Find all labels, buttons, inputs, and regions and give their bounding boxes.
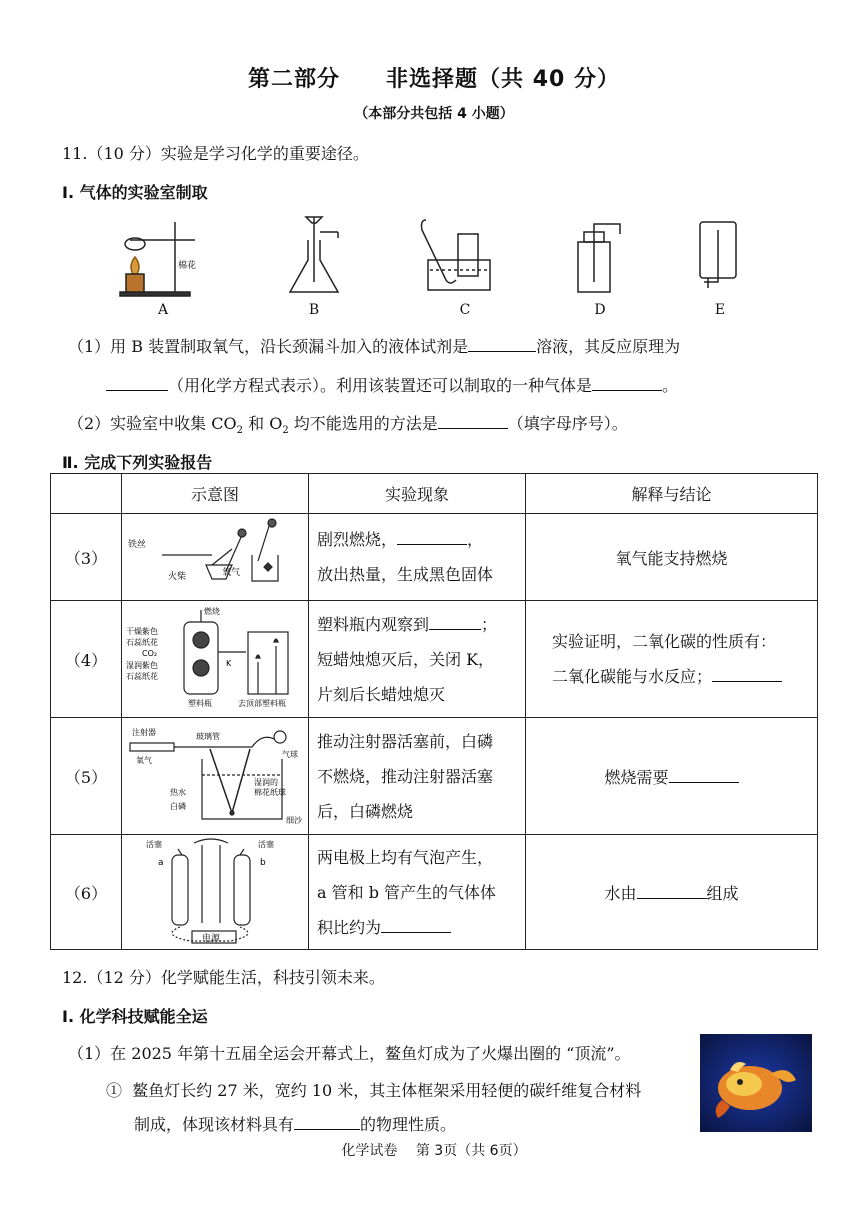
electrolysis-diagram [122, 835, 308, 945]
q12-1-sub1-line2: 制成，体现该材料具有 的物理性质。 [134, 1115, 457, 1134]
answer-blank[interactable] [438, 414, 508, 429]
diagram-cell [122, 718, 309, 835]
diagram-label: 氧气 [222, 568, 241, 578]
answer-blank[interactable] [592, 376, 662, 391]
conclusion-cell: 实验证明，二氧化碳的性质有： 二氧化碳能与水反应； [526, 601, 818, 718]
diagram-label: 细沙 [286, 816, 302, 825]
q11-1-line1: （1）用 B 装置制取氧气，沿长颈漏斗加入的液体试剂是 溶液，其反应原理为 [68, 337, 681, 356]
apparatus-c [422, 220, 491, 290]
diagram-label: 气球 [282, 750, 298, 759]
diagram-label: 棉花纸球 [254, 788, 286, 797]
diagram-label: 注射器 [132, 728, 156, 737]
table-header-row [51, 474, 818, 514]
q11-stem: 11.（10 分）实验是学习化学的重要途径。 [62, 144, 369, 163]
answer-blank[interactable] [397, 530, 467, 545]
answer-blank[interactable] [712, 667, 782, 682]
diagram-cell [122, 514, 309, 601]
apparatus-e [700, 222, 736, 288]
diagram-label: 去顶部塑料瓶 [238, 699, 286, 708]
answer-blank[interactable] [294, 1115, 360, 1130]
experiment-report-table [50, 473, 818, 950]
row-number: （6） [51, 835, 122, 950]
diagram-label: 活塞 [146, 840, 162, 849]
q11-2-line: （2）实验室中收集 $CO_2$ 和 $O_2$ 均不能选用的方法是 （填字母序号）。 [68, 414, 628, 437]
diagram-label: 氧气 [136, 756, 152, 765]
q11-part1-heading: Ⅰ. 气体的实验室制取 [62, 183, 208, 202]
phenomenon-cell: 推动注射器活塞前，白磷 不燃烧，推动注射器活塞 后，白磷燃烧 [309, 718, 526, 835]
table-header-cell: 实验现象 [309, 474, 526, 514]
table-row [51, 601, 818, 718]
conclusion-cell: 燃烧需要 [526, 718, 818, 835]
table-row [51, 514, 818, 601]
q12-1-sub1-line1: ① 鳌鱼灯长约 27 米，宽约 10 米，其主体框架采用轻便的碳纤维复合材料 [106, 1081, 642, 1100]
diagram-label: 湿润紫色 [126, 661, 158, 670]
diagram-label: 石蕊纸花 [126, 672, 158, 681]
section-title: 第二部分 非选择题（共 40 分） [248, 67, 620, 92]
diagram-label: 白磷 [170, 802, 186, 811]
row-number: （3） [51, 514, 122, 601]
answer-blank[interactable] [106, 376, 168, 391]
apparatus-label-b: B [308, 302, 320, 318]
table-header-cell [51, 474, 122, 514]
diagram-label: 玻璃管 [196, 732, 220, 741]
table-header-cell: 示意图 [122, 474, 309, 514]
answer-blank[interactable] [637, 884, 707, 899]
apparatus-label-d: D [594, 302, 606, 318]
apparatus-d [578, 224, 620, 292]
diagram-label: CO₂ [142, 649, 158, 658]
diagram-label: 湿润的 [254, 778, 278, 787]
answer-blank[interactable] [468, 337, 536, 352]
table-header-cell: 解释与结论 [526, 474, 818, 514]
page-footer: 化学试卷 第 3页（共 6页） [341, 1143, 527, 1159]
apparatus-b [290, 217, 338, 292]
apparatus-figure [110, 212, 760, 307]
circled-number: ① [106, 1081, 123, 1100]
phenomenon-cell: 塑料瓶内观察到 ； 短蜡烛熄灭后，关闭 K， 片刻后长蜡烛熄灭 [309, 601, 526, 718]
diagram-label: 铁丝 [128, 540, 147, 550]
diagram-label: a [158, 858, 164, 868]
diagram-label: 活塞 [258, 840, 274, 849]
q12-1-line: （1）在 2025 年第十五届全运会开幕式上，鳌鱼灯成为了火爆出圈的 “顶流”。 [68, 1044, 631, 1063]
diagram-cell [122, 835, 309, 950]
diagram-label: 电源 [202, 934, 221, 944]
diagram-label: 火柴 [168, 572, 187, 582]
conclusion-cell: 氧气能支持燃烧 [526, 514, 818, 601]
apparatus-label-a: A [157, 302, 169, 318]
phenomenon-cell: 两电极上均有气泡产生， a 管和 b 管产生的气体体 积比约为 [309, 835, 526, 950]
cotton-label: 棉花 [178, 261, 197, 271]
q11-1-line2: （用化学方程式表示）。利用该装置还可以制取的一种气体是 。 [106, 373, 678, 396]
row-number: （4） [51, 601, 122, 718]
apparatus-a [120, 222, 195, 296]
diagram-cell [122, 601, 309, 718]
diagram-label: 干燥紫色 [126, 627, 158, 636]
answer-blank[interactable] [669, 768, 739, 783]
section-subtitle: （本部分共包括 4 小题） [354, 106, 514, 122]
q12-part1-heading: Ⅰ. 化学科技赋能全运 [62, 1007, 208, 1026]
diagram-label: 燃烧 [204, 607, 220, 616]
table-row [51, 718, 818, 835]
diagram-label: K [226, 659, 232, 668]
apparatus-label-c: C [459, 302, 471, 318]
answer-blank[interactable] [429, 615, 481, 630]
phosphorus-diagram [122, 719, 308, 829]
diagram-label: 热水 [170, 788, 186, 797]
q11-part2-heading: Ⅱ. 完成下列实验报告 [62, 453, 213, 472]
table-row [51, 835, 818, 950]
conclusion-cell: 水由 组成 [526, 835, 818, 950]
q12-stem: 12.（12 分）化学赋能生活，科技引领未来。 [62, 968, 385, 987]
dragon-lantern-photo [700, 1034, 812, 1132]
answer-blank[interactable] [381, 918, 451, 933]
co2-diagram [122, 602, 308, 712]
diagram-label: b [260, 858, 266, 868]
iron-burning-diagram [122, 515, 308, 595]
phenomenon-cell: 剧烈燃烧， ， 放出热量，生成黑色固体 [309, 514, 526, 601]
diagram-label: 石蕊纸花 [126, 638, 158, 647]
diagram-label: 塑料瓶 [188, 699, 212, 708]
apparatus-label-e: E [714, 302, 726, 318]
row-number: （5） [51, 718, 122, 835]
